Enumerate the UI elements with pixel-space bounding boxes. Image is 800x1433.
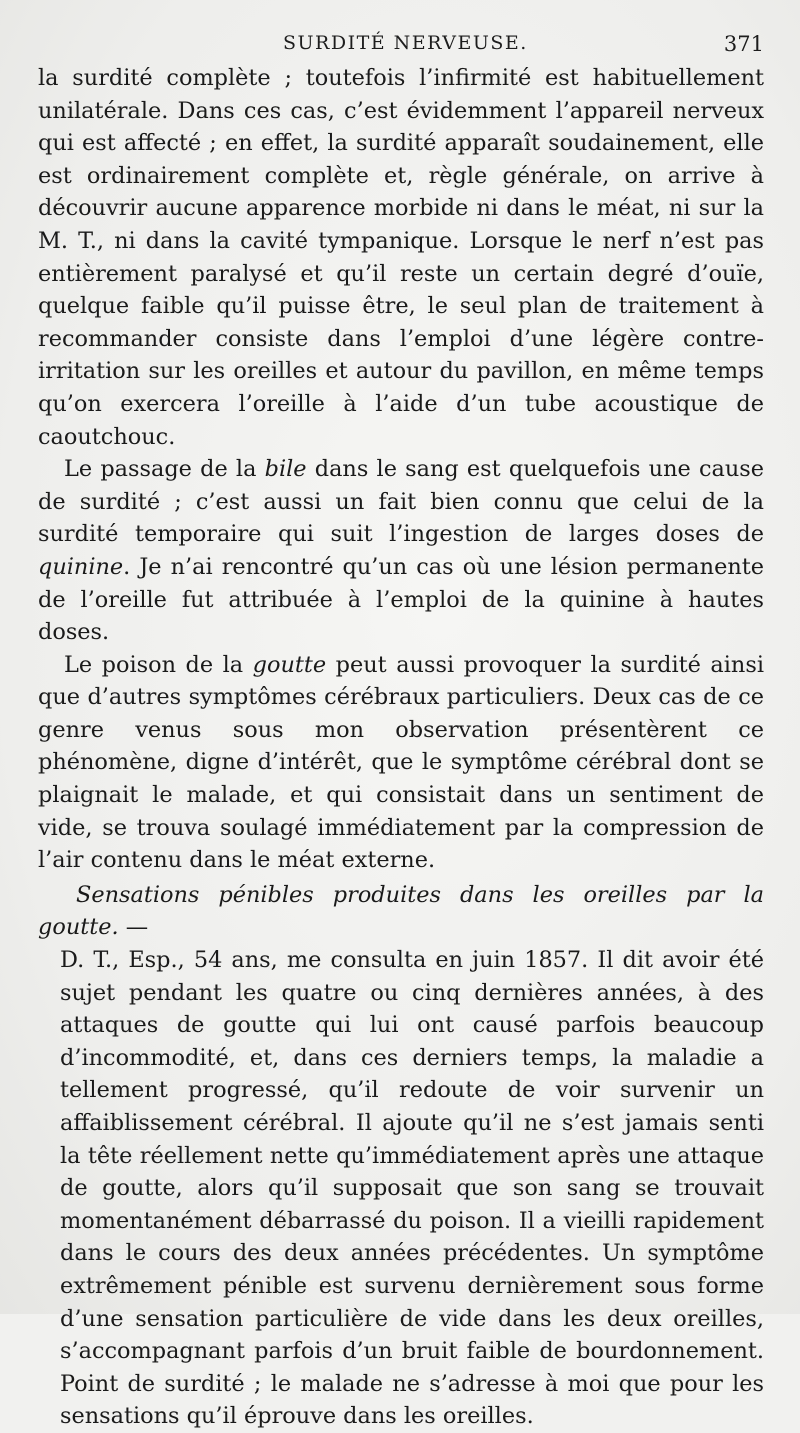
case-heading [38, 879, 764, 944]
italic-term-quinine: quinine [38, 553, 124, 580]
italic-term-bile: bile [264, 456, 307, 483]
italic-case-title: Sensations pénibles produites dans les oreilles par la goutte. [38, 881, 764, 941]
text-run: . Je n’ai rencontré qu’un cas où une lésion permanente de l’oreille fut attribuée à l’emploi de la quinine à hautes doses. [38, 553, 764, 646]
page-number: 371 [723, 32, 764, 56]
case-report: D. T., Esp., 54 ans, me consulta en juin 1857. Il dit avoir été sujet pendant les quatre ou cinq dernières années, à des attaques de goutte qui lui ont causé parfois beaucoup d’incommodité, et, dans ces derniers temps, la maladie a tellement progressé, qu’il redoute de voir survenir un affaiblissement cérébral. Il ajoute qu’il ne s’est jamais senti la tête réellement nette qu’immédiatement après une attaque de goutte, alors qu’il supposait que son sang se trouvait momentanément débarrassé du poison. Il a vieilli rapidement dans le cours des deux années précédentes. Un symptôme extrêmement pénible est survenu dernièrement sous forme d’une sensation particulière de vide dans les deux oreilles, s’accompagnant parfois d’un bruit faible de bourdonnement. Point de surdité ; le malade ne s’adresse à moi que pour les sensations qu’il éprouve dans les oreilles. [60, 947, 764, 1430]
text-run: dans le sang est quelquefois une cause de surdité ; c’est aussi un fait bien connu que celui de la surdité temporaire qui suit l’ingestion de larges doses de [38, 456, 765, 548]
text-run: peut aussi provoquer la surdité ainsi que d’autres symptômes cérébraux particuliers. Deux cas de ce genre venus sous mon observation présentèrent ce phénomène, digne d’intérêt, que le symptôme cérébral dont se plaignait le malade, et qui consistait dans un sentiment de vide, se trouva soulagé immédiatement par la compression de l’air contenu dans le méat externe. [38, 651, 764, 874]
italic-term-goutte: goutte [252, 651, 327, 678]
paragraph-bile [38, 453, 764, 649]
text-run: Le poison de la [64, 651, 253, 678]
paragraph-continuation: la surdité complète ; toutefois l’infirmité est habituellement unilatérale. Dans ces cas, c’est évidemment l’appareil nerveux qui est affecté ; en effet, la surdité apparaît soudainement, elle est ordinairement complète et, règle générale, on arrive à découvrir aucune apparence morbide ni dans le méat, ni sur la M. T., ni dans la cavité tympanique. Lorsque le nerf n’est pas entièrement paralysé et qu’il reste un certain degré d’ouïe, quelque faible qu’il puisse être, le seul plan de traitement à recommander consiste dans l’emploi d’une légère contre-irritation sur les oreilles et autour du pavillon, en même temps qu’on exercera l’oreille à l’aide d’un tube acoustique de caoutchouc. [38, 65, 764, 450]
running-title: SURDITÉ NERVEUSE. [283, 32, 528, 54]
text-run: Le passage de la [64, 456, 265, 483]
paragraph-goutte [38, 649, 764, 877]
body-text [38, 62, 764, 1433]
page-header [38, 30, 764, 60]
text-run: — [118, 914, 149, 941]
